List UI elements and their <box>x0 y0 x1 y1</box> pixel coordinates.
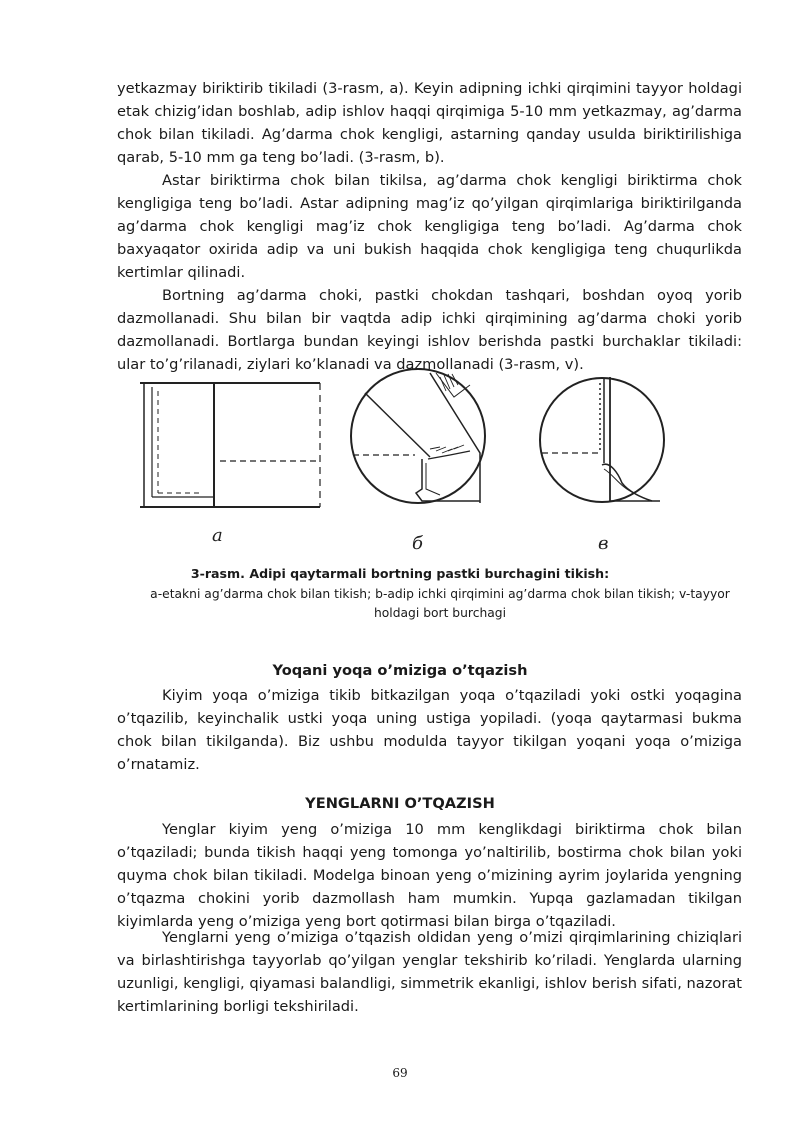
paragraph-yeng-intro: Yenglar kiyim yeng o’miziga 10 mm kenglikdagi biriktirma chok bilan o’tqaziladi; bunda tikish haqqi yeng tomonga yo’naltirilib, bostirma chok bilan yoki quyma chok bilan tikiladi. Modelga binoan yeng o’mizining ayrim joylarida yengning o’tqazma chokini yorib dazmollash ham mumkin. Yupqa gazlamadan tikilgan kiyimlarda yeng o’miziga yeng bort qotirmasi bilan birga o’tqaziladi. <box>117 821 742 930</box>
heading-yoqa: Yoqani yoqa o’miziga o’tqazish <box>272 662 528 679</box>
drawing-v <box>540 377 664 502</box>
figure-caption-title: 3-rasm. Adipi qaytarmali bortning pastki burchagini tikish: <box>190 566 610 581</box>
drawing-b <box>351 369 485 503</box>
paragraph-yeng-check: Yenglarni yeng o’miziga o’tqazish oldidan yeng o’mizi qirqimlarining chiziqlari va birlashtirishga tayyorlab qo’yilgan yenglar tekshirib ko’riladi. Yenglarda ularning uzunligi, kengligi, qiyamasi balandligi, simmetrik ekanligi, ishlov berish sifati, nazorat kertimlarining borligi tekshiriladi. <box>117 929 742 1015</box>
paragraph-yoqa: Kiyim yoqa o’miziga tikib bitkazilgan yoqa o’tqaziladi yoki ostki yoqagina o’tqazilib, keyinchalik ustki yoqa uning ustiga yopiladi. (yoqa qaytarmasi bukma chok bilan tikilganda). Biz ushbu modulda tayyor tikilgan yoqani yoqa o’miziga o’rnatamiz. <box>117 687 742 773</box>
paragraph-bort-ironing: Bortning ag’darma choki, pastki chokdan tashqari, boshdan oyoq yorib dazmollanadi. Shu bilan bir vaqtda adip ichki qirqimining ag’darma choki yorib dazmollanadi. Bortlarga bundan keyingi ishlov berishda pastki burchaklar tikiladi: ular to’g’rilanadi, ziylari ko’klanadi va dazmollanadi (3-rasm, v). <box>117 287 742 373</box>
page-number: 69 <box>392 1066 408 1080</box>
drawing-b-label: б <box>412 533 423 554</box>
drawing-a-label: a <box>212 525 223 546</box>
drawing-a <box>140 383 320 507</box>
figure-3-illustration <box>140 365 670 555</box>
heading-yeng: YENGLARNI O’TQAZISH <box>305 795 495 812</box>
drawing-v-label: в <box>598 533 609 554</box>
paragraph-astar-stitching: Astar biriktirma chok bilan tikilsa, ag’darma chok kengligi biriktirma chok kengligiga teng bo’ladi. Astar adipning mag’iz qo’yilgan qirqimlariga biriktirilganda ag’darma chok kengligi mag’iz chok kengligiga teng bo’ladi. Ag’darma chok baxyaqator oxirida adip va uni bukish haqqida chok kengligiga teng chuqurlikda kertimlar qilinadi. <box>117 172 742 281</box>
paragraph-etak-stitching: yetkazmay biriktirib tikiladi (3-rasm, a). Keyin adipning ichki qirqimini tayyor holdagi etak chizig’idan boshlab, adip ishlov haqqi qirqimiga 5-10 mm yetkazmay, ag’darma chok bilan tikiladi. Ag’darma chok kengligi, astarning qanday usulda biriktirilishiga qarab, 5-10 mm ga teng bo’ladi. (3-rasm, b). <box>117 80 742 166</box>
figure-caption-text: a-etakni ag’darma chok bilan tikish; b-adip ichki qirqimini ag’darma chok bilan tikish; v-tayyor holdagi bort burchagi <box>150 587 730 620</box>
